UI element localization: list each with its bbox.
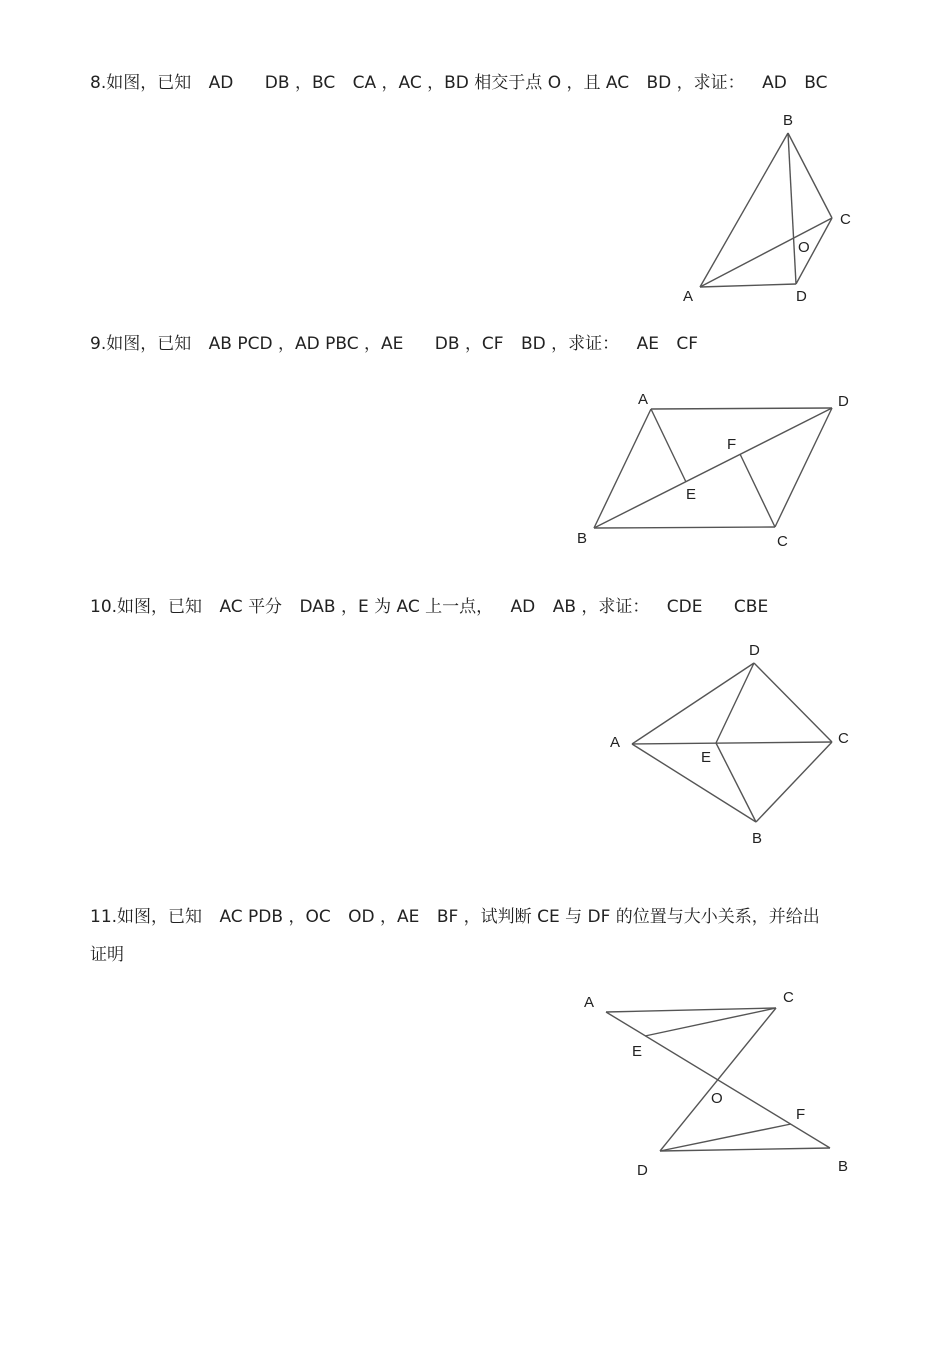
label-E: E (686, 486, 697, 503)
label-B: B (838, 1158, 849, 1175)
q9-part: CF (676, 334, 699, 354)
q8-part: DB (264, 73, 290, 93)
q10-part: CBE (733, 597, 769, 617)
q10-part: AD (510, 597, 536, 617)
q8-part: O (547, 73, 562, 93)
question-9-text (90, 325, 698, 363)
q8-part: AC (605, 73, 630, 93)
q8-part: BD (646, 73, 672, 93)
label-F: F (796, 1106, 806, 1123)
q10-part: AC (219, 597, 243, 617)
label-O: O (711, 1090, 723, 1107)
q8-part: ，BC (294, 73, 336, 93)
segment-BC (788, 133, 832, 218)
q9-part: DB (434, 334, 460, 354)
label-C: C (783, 989, 794, 1006)
question-8-text (90, 64, 827, 102)
segment-CB (756, 742, 832, 822)
label-B: B (577, 530, 588, 547)
segment-DF (660, 1124, 791, 1151)
q11-part: AC PDB (219, 907, 284, 927)
segment-AC (632, 742, 832, 744)
label-A: A (638, 391, 649, 408)
q10-part: ，求证： (581, 597, 650, 617)
q9-part: ，求证： (551, 334, 620, 354)
q8-part: 相交于点 (474, 73, 543, 93)
label-D: D (637, 1162, 648, 1179)
label-C: C (840, 211, 851, 228)
question-11-text-line2 (90, 936, 124, 974)
q9-part: ，AD PBC (277, 334, 359, 354)
q11-part: BF (436, 907, 459, 927)
label-C: C (777, 533, 788, 550)
figure-q9 (570, 385, 870, 555)
segment-AB (606, 1012, 830, 1148)
q10-part: ，E (340, 597, 369, 617)
q8-part: ，求证： (676, 73, 745, 93)
label-F: F (727, 436, 737, 453)
segment-CF (740, 454, 775, 527)
label-D: D (796, 288, 807, 305)
segment-AC (606, 1008, 776, 1012)
figure-q11 (570, 985, 870, 1190)
q10-part: DAB (299, 597, 336, 617)
label-D: D (749, 642, 760, 659)
q10-part: 平分 (248, 597, 283, 617)
q8-part: ，AC (381, 73, 422, 93)
segment-DC (775, 408, 832, 527)
segment-AE (651, 409, 686, 482)
segment-DC (754, 663, 832, 742)
q11-part: OD (348, 907, 375, 927)
q9-part: ，AE (363, 334, 404, 354)
figure-q8 (670, 100, 870, 315)
segment-DA (700, 284, 796, 287)
q11-part: ，AE (380, 907, 420, 927)
q10-part: 上一点， (425, 597, 494, 617)
q8-part: CA (352, 73, 377, 93)
figure-q10 (600, 635, 870, 850)
question-10-text (90, 588, 768, 626)
q11-part: ，试判断 (463, 907, 532, 927)
q11-part: CE (537, 907, 560, 927)
q8-part: BC (804, 73, 828, 93)
segment-BD (788, 133, 796, 284)
q9-part: ，CF (464, 334, 504, 354)
q11-part: 与 (565, 907, 583, 927)
label-B: B (783, 112, 794, 129)
label-E: E (632, 1043, 643, 1060)
segment-BD (594, 408, 832, 528)
label-D: D (838, 393, 849, 410)
q9-part: BD (521, 334, 546, 354)
segment-CB (594, 527, 775, 528)
q10-part: CDE (666, 597, 703, 617)
q8-part: AD (208, 73, 234, 93)
label-B: B (752, 830, 763, 847)
q10-part: AC (396, 597, 420, 617)
q11-part: 11.如图，已知 (90, 907, 203, 927)
segment-BA (594, 409, 651, 528)
segment-AD (651, 408, 832, 409)
question-11-text (90, 898, 820, 936)
label-A: A (610, 734, 621, 751)
q11-part: DF (587, 907, 611, 927)
q11-part: ，OC (288, 907, 331, 927)
q11-part: 的位置与大小关系，并给出 (615, 907, 820, 927)
label-O: O (798, 239, 810, 256)
q10-part: 10.如图，已知 (90, 597, 203, 617)
q10-part: AB (552, 597, 576, 617)
q8-part: 8.如图，已知 (90, 73, 192, 93)
q9-part: AE (636, 334, 659, 354)
label-A: A (584, 994, 595, 1011)
q8-part: ，BD (427, 73, 469, 93)
q11-line2: 证明 (90, 945, 124, 965)
q8-part: ，且 (566, 73, 601, 93)
q9-part: 9.如图，已知 (90, 334, 192, 354)
label-A: A (683, 288, 694, 305)
q9-part: AB PCD (208, 334, 273, 354)
segment-AD (632, 663, 754, 744)
q10-part: 为 (374, 597, 392, 617)
label-E: E (701, 749, 712, 766)
q8-part: AD (762, 73, 787, 93)
segment-DB (660, 1148, 830, 1151)
segment-BA (632, 744, 756, 822)
label-C: C (838, 730, 849, 747)
